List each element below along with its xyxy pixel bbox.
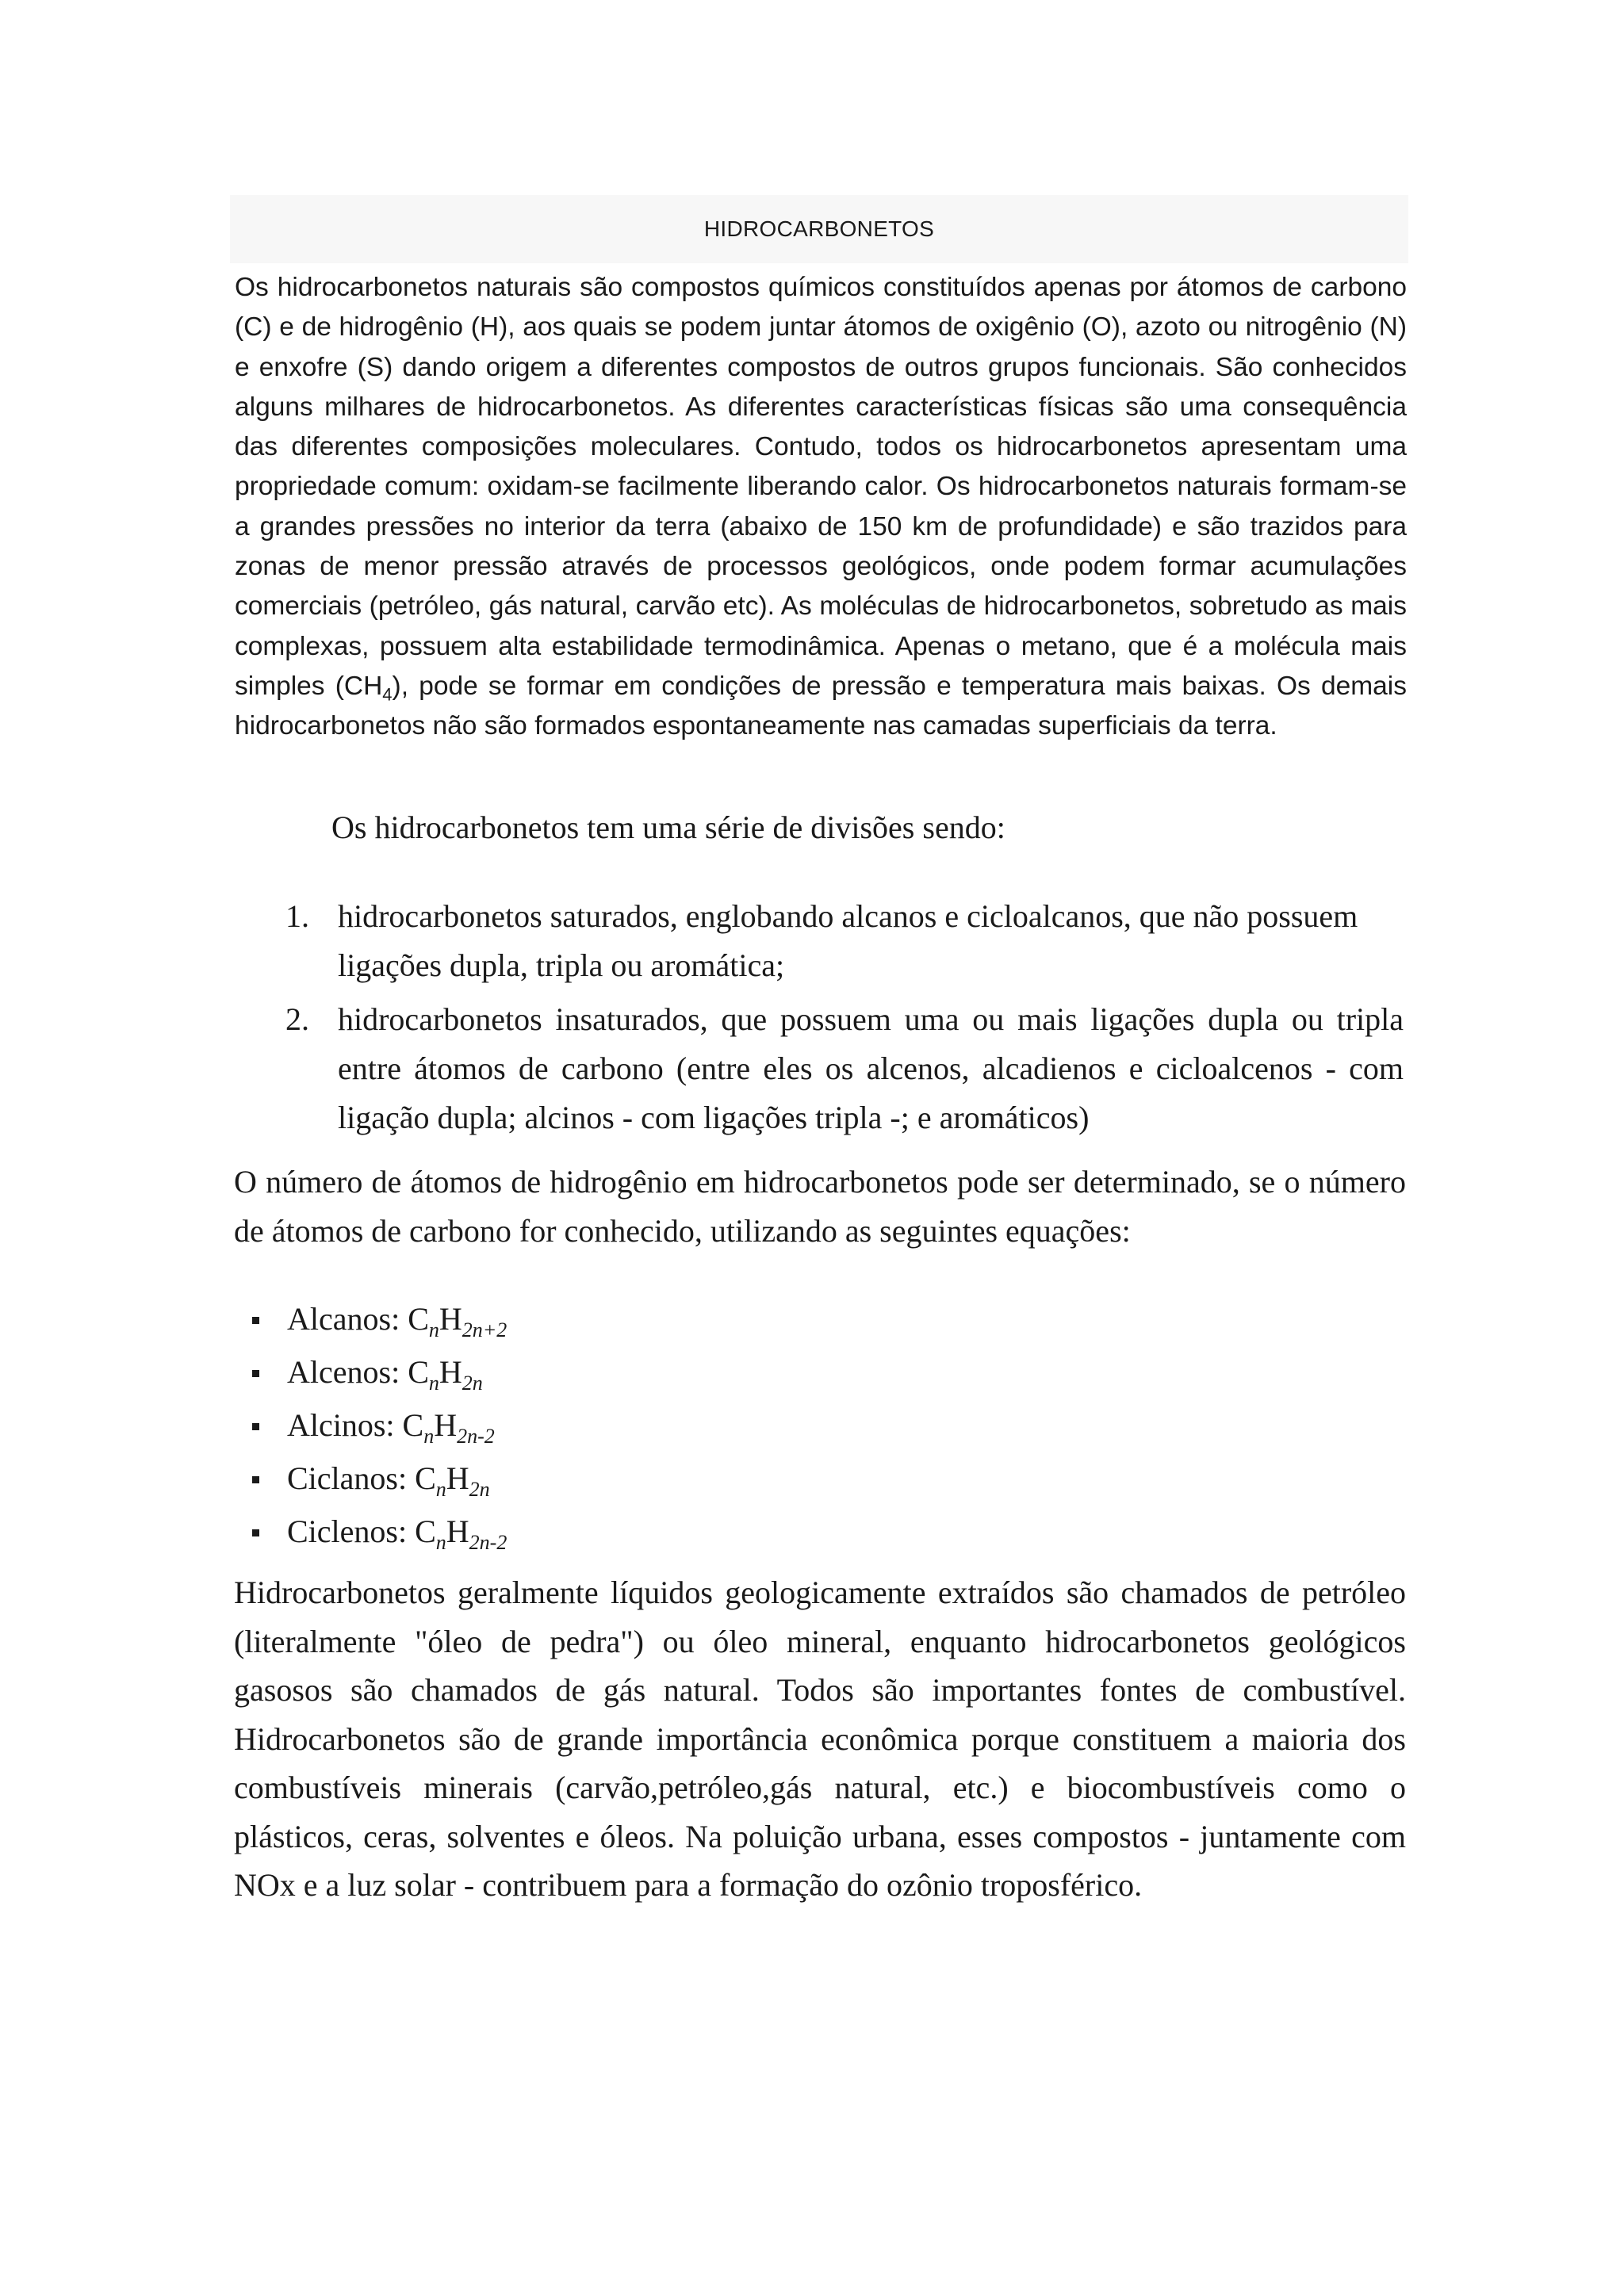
division-number: 1. (285, 898, 309, 934)
division-item (285, 995, 1404, 1142)
intro-text-start: Os hidrocarbonetos naturais são compostos químicos constituídos apenas por átomos de carbono (C) e de hidrogênio (H), aos quais se podem juntar átomos de oxigênio (O), azoto ou nitrogênio (N) e enxofre (S) dando origem a diferentes compostos de outros grupos funcionais. São conhecidos alguns milhares de hidrocarbonetos. As diferentes características físicas são uma consequência das diferentes composições moleculares. Contudo, todos os hidrocarbonetos apresentam uma propriedade comum: oxidam-se facilmente liberando calor. Os hidrocarbonetos naturais formam-se a grandes pressões no interior da terra (abaixo de 150 km de profundidade) e são trazidos para zonas de menor pressão através de processos geológicos, onde podem formar acumulações comerciais (petróleo, gás natural, carvão etc). As moléculas de hidrocarbonetos, sobretudo as mais complexas, possuem alta estabilidade termodinâmica. Apenas o metano, que é a molécula mais simples ( (235, 273, 1407, 701)
hydrogen-symbol: H (439, 1301, 462, 1337)
division-list (285, 892, 1404, 1142)
carbon-symbol: C (415, 1460, 436, 1496)
division-number: 2. (285, 1001, 309, 1037)
carbon-subscript: n (428, 1372, 439, 1395)
methane-formula-subscript: 4 (382, 684, 393, 705)
square-bullet-icon (252, 1476, 259, 1483)
formula-label: Ciclenos: (287, 1513, 416, 1549)
formula-item-alcinos (235, 1399, 507, 1452)
carbon-subscript: n (435, 1531, 446, 1554)
formula-label: Alcenos: (287, 1354, 408, 1390)
division-text: hidrocarbonetos saturados, englobando alcanos e cicloalcanos, que não possuem ligações dupla, tripla ou aromática; (338, 898, 1358, 983)
hydrogen-subscript: 2n+2 (462, 1318, 508, 1341)
equations-intro: O número de átomos de hidrogênio em hidrocarbonetos pode ser determinado, se o número de átomos de carbono for conhecido, utilizando as seguintes equações: (234, 1164, 1406, 1249)
methane-formula (343, 671, 393, 705)
square-bullet-icon (252, 1370, 259, 1377)
carbon-subscript: n (423, 1425, 435, 1448)
formula-label: Alcanos: (287, 1301, 408, 1337)
carbon-symbol: C (408, 1354, 429, 1390)
hydrogen-subscript: 2n (462, 1372, 483, 1395)
division-text: hidrocarbonetos insaturados, que possuem uma ou mais ligações dupla ou tripla entre átomos de carbono (entre eles os alcenos, alcadienos e cicloalcenos - com ligação dupla; alcinos - com ligações tripla -; e aromáticos) (338, 1001, 1404, 1135)
hydrogen-subscript: 2n-2 (469, 1531, 508, 1554)
hydrogen-symbol: H (434, 1407, 458, 1443)
division-item (285, 892, 1404, 990)
formula-item-alcanos (235, 1292, 507, 1345)
document-title: HIDROCARBONETOS (703, 216, 935, 241)
carbon-symbol: C (408, 1301, 429, 1337)
formula-item-ciclanos (235, 1452, 507, 1505)
divisions-intro: Os hidrocarbonetos tem uma série de divisões sendo: (331, 809, 1005, 845)
intro-paragraph (235, 268, 1407, 747)
carbon-subscript: n (428, 1318, 439, 1341)
closing-paragraph: Hidrocarbonetos geralmente líquidos geologicamente extraídos são chamados de petróleo (literalmente "óleo de pedra") ou óleo mineral, enquanto hidrocarbonetos geológicos gasosos são chamados de gás natural. Todos são importantes fontes de combustível. Hidrocarbonetos são de grande importância econômica porque constituem a maioria dos combustíveis minerais (carvão,petróleo,gás natural, etc.) e biocombustíveis como o plásticos, ceras, solventes e óleos. Na poluição urbana, esses compostos - juntamente com NOx e a luz solar - contribuem para a formação do ozônio troposférico. (234, 1575, 1406, 1903)
document-title-bar (230, 195, 1408, 263)
hydrogen-symbol: H (439, 1354, 462, 1390)
carbon-subscript: n (435, 1478, 446, 1501)
square-bullet-icon (252, 1423, 259, 1430)
square-bullet-icon (252, 1317, 259, 1324)
intro-text-end: ), pode se formar em condições de pressão e temperatura mais baixas. Os demais hidrocarbonetos não são formados espontaneamente nas camadas superficiais da terra. (235, 671, 1407, 741)
formula-item-ciclenos (235, 1505, 507, 1558)
formula-label: Ciclanos: (287, 1460, 416, 1496)
square-bullet-icon (252, 1529, 259, 1536)
formula-item-alcenos (235, 1345, 507, 1399)
formula-label: Alcinos: (287, 1407, 403, 1443)
hydrogen-symbol: H (446, 1460, 469, 1496)
formula-list (235, 1292, 507, 1558)
hydrogen-subscript: 2n-2 (457, 1425, 495, 1448)
carbon-symbol: C (415, 1513, 436, 1549)
carbon-symbol: C (402, 1407, 424, 1443)
hydrogen-subscript: 2n (469, 1478, 490, 1501)
hydrogen-symbol: H (446, 1513, 469, 1549)
methane-formula-main: CH (343, 671, 383, 701)
